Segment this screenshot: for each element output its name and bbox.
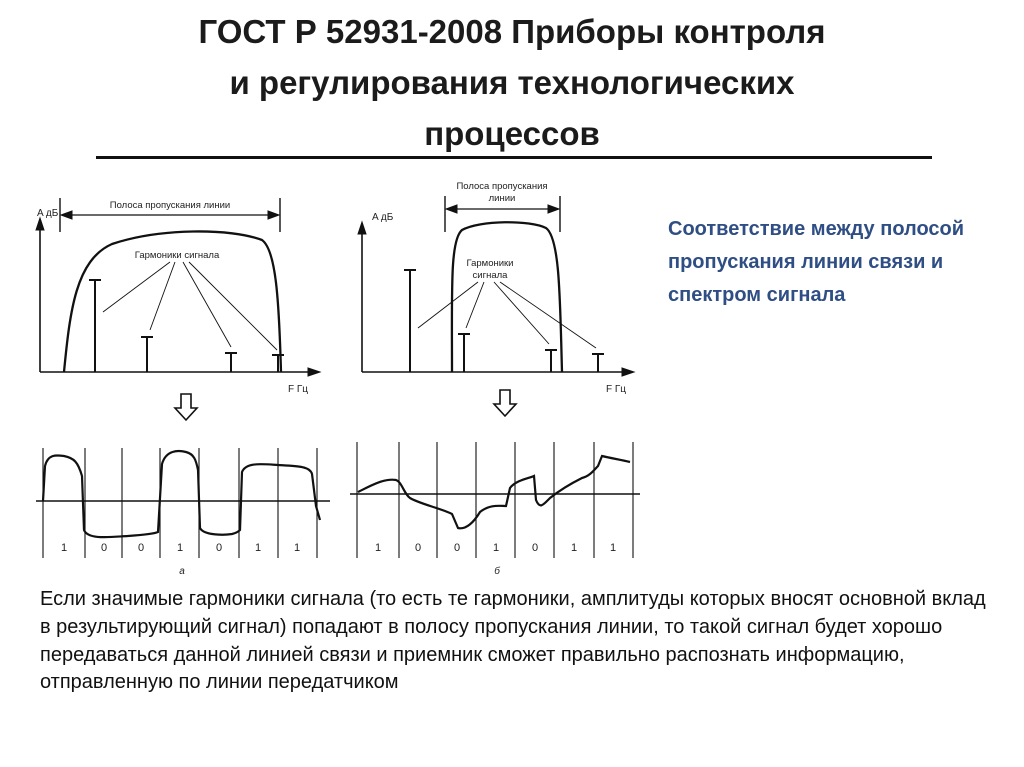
pointer-2 [150,262,175,330]
bit-label: 0 [137,542,145,554]
waveform-right [350,442,640,558]
spectrum-right-band-label-1: Полоса пропускания [456,181,548,192]
down-arrow-icon [494,390,516,416]
band-arrow-left [446,205,457,213]
spectrum-right-harmonics-label-1: Гармоники [466,258,514,269]
bit-grid [357,442,633,558]
bit-label: 1 [254,542,262,554]
spectrum-right [358,196,634,376]
bit-label: 1 [374,542,382,554]
bit-label: 1 [293,542,301,554]
bit-label: 1 [176,542,184,554]
title-line-3: процессов [424,115,600,152]
bit-labels-left [61,542,300,554]
spectrum-right-harmonics-label-2: сигнала [472,270,508,281]
bit-label: 0 [453,542,461,554]
bit-label: 0 [414,542,422,554]
bit-label: 0 [100,542,108,554]
y-axis-arrow [36,218,44,230]
down-arrow-icon [175,394,197,420]
bit-label: 1 [609,542,617,554]
pointer-1 [103,262,170,312]
title-line-1: ГОСТ Р 52931-2008 Приборы контроля [198,13,826,50]
waveform-right-caption: б [494,566,500,577]
band-arrow-right [548,205,559,213]
bit-label: 1 [60,542,68,554]
y-axis-arrow [358,222,366,234]
band-arrow-right [268,211,279,219]
bit-labels-right [375,542,616,554]
spectrum-right-x-label: F Гц [606,384,627,395]
bit-label: 0 [531,542,539,554]
figure-caption: Соответствие между полосой пропускания линии связи и спектром сигнала [668,218,965,306]
bit-label: 1 [492,542,500,554]
pointer-4 [500,282,596,348]
title-line-2: и регулирования технологических [229,64,795,101]
x-axis-arrow [308,368,320,376]
spectrum-left-x-label: F Гц [288,384,309,395]
waveform-left-caption: а [179,566,185,577]
spectrum-left [36,198,320,376]
pointer-4 [189,262,277,350]
spectrum-left-harmonics-label: Гармоники сигнала [134,250,220,261]
spectrum-left-y-label: A дБ [37,208,59,219]
bit-label: 0 [215,542,223,554]
bit-label: 1 [570,542,578,554]
spectrum-left-band-label: Полоса пропускания линии [109,200,231,211]
x-axis-arrow [622,368,634,376]
band-arrow-left [61,211,72,219]
spectrum-right-y-label: A дБ [372,212,394,223]
pointer-3 [494,282,549,344]
body-paragraph: Если значимые гармоники сигнала (то есть те гармоники, амплитуды которых вносят основной вклад в результирующий сигнал) попадают в полосу пропускания линии, то такой сигнал будет хорошо передаваться данной линией связи и приемник сможет правильно распознать информацию, отправленную по линии передатчиком [40,588,986,694]
pointer-3 [183,262,231,347]
spectrum-right-band-label-2: линии [488,193,516,204]
